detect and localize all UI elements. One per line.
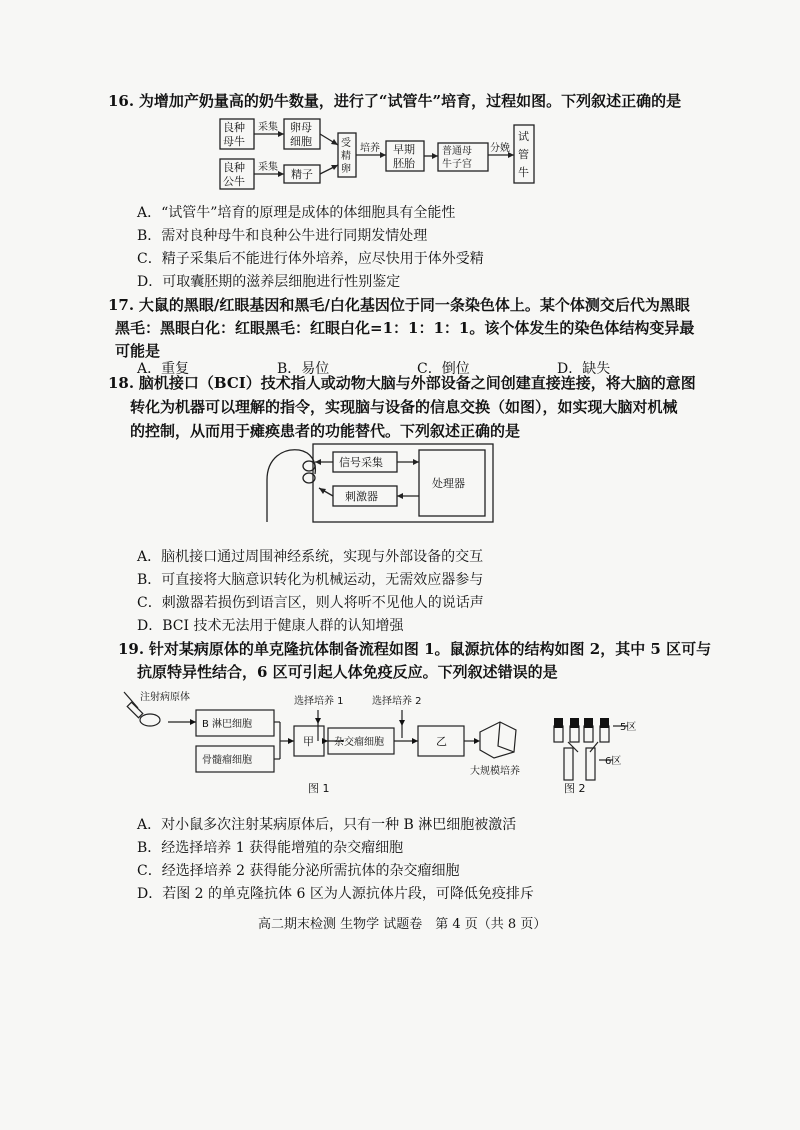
option-b: B．需对良种母牛和良种公牛进行同期发情处理 [137,228,428,244]
question-text: 为增加产奶量高的奶牛数量，进行了“试管牛”培育，过程如图。下列叙述正确的是 [138,92,682,110]
selection-culture-1-label: 选择培养 1 [294,696,344,707]
processor-label: 处理器 [432,477,465,490]
early-embryo-2: 胚胎 [393,157,415,170]
bci-diagram [265,440,495,525]
option-b: B．经选择培养 1 获得能增殖的杂交瘤细胞 [137,840,404,856]
early-embryo-1: 早期 [393,143,415,156]
question-18-stem [108,372,708,395]
signal-acquisition-label: 信号采集 [339,456,383,469]
question-number: 18. [108,374,135,392]
option-a: A．对小鼠多次注射某病原体后，只有一种 B 淋巴细胞被激活 [137,817,517,833]
figure-1-caption: 图 1 [308,782,330,795]
option-d: D．若图 2 的单克隆抗体 6 区为人源抗体片段，可降低免疫排斥 [137,886,534,902]
fertilized-1: 受 [341,138,351,149]
birth-label: 分娩 [490,143,510,154]
question-text-line3: 的控制，从而用于瘫痪患者的功能替代。下列叙述正确的是 [130,422,521,440]
b-lymphocyte-label: B 淋巴细胞 [202,719,253,730]
calf-3: 牛 [518,166,529,179]
question-17-stem [108,294,708,317]
myeloma-cell-label: 骨髓瘤细胞 [202,755,252,766]
option-d: D．缺失 [557,361,611,377]
selection-culture-2-label: 选择培养 2 [372,696,422,707]
calf-1: 试 [518,130,529,143]
collect-label-1: 采集 [258,122,278,133]
question-number: 16. [108,92,135,110]
question-number: 19. [118,640,145,658]
option-c: C．刺激器若损伤到语言区，则人将听不见他人的说话声 [137,595,484,611]
cow-female-line2: 母牛 [223,135,245,148]
question-text-line2: 抗原特异性结合，6 区可引起人体免疫反应。下列叙述错误的是 [137,663,558,681]
page-footer: 高二期末检测 生物学 试题卷 第 4 页（共 8 页） [258,917,547,932]
question-16-stem [108,90,708,113]
question-text-line1: 脑机接口（BCI）技术指人或动物大脑与外部设备之间创建直接连接，将大脑的意图 [138,374,696,392]
inject-pathogen-label: 注射病原体 [140,692,190,703]
egg-line1: 卵母 [290,121,312,134]
cow-male-line2: 公牛 [223,175,245,188]
option-c: C．精子采集后不能进行体外培养，应尽快用于体外受精 [137,251,484,267]
egg-line2: 细胞 [290,135,312,148]
option-d: D．可取囊胚期的滋养层细胞进行性别鉴定 [137,274,401,290]
cow-male-line1: 良种 [223,161,245,174]
recipient-1: 普通母 [442,146,472,157]
question-number: 17. [108,296,135,314]
option-b: B．可直接将大脑意识转化为机械运动，无需效应器参与 [137,572,484,588]
stimulator-label: 刺激器 [345,490,378,503]
collect-label-2: 采集 [258,162,278,173]
sperm-label: 精子 [291,168,313,181]
question-text-line3: 可能是 [115,342,161,360]
ivf-cow-diagram [218,115,538,193]
culture-label: 培养 [360,143,380,154]
option-c: C．倒位 [417,361,470,377]
option-a: A．脑机接口通过周围神经系统，实现与外部设备的交互 [137,549,484,565]
fertilized-2: 精 [341,151,351,162]
figure-2-caption: 图 2 [564,782,586,795]
option-a: A．重复 [137,361,190,377]
calf-2: 管 [518,148,529,161]
large-scale-culture-label: 大规模培养 [470,766,520,777]
question-text-line1: 大鼠的黑眼/红眼基因和黑毛/白化基因位于同一条染色体上。某个体测交后代为黑眼 [138,296,690,314]
option-c: C．经选择培养 2 获得能分泌所需抗体的杂交瘤细胞 [137,863,460,879]
cow-female-line1: 良种 [223,121,245,134]
zone-5-label: 5区 [620,722,637,733]
hybridoma-label: 杂交瘤细胞 [334,737,384,748]
question-19-stem [118,638,718,661]
yi-label: 乙 [436,735,447,748]
option-d: D．BCI 技术无法用于健康人群的认知增强 [137,618,404,634]
recipient-2: 牛子宫 [442,159,472,170]
option-b: B．易位 [277,361,330,377]
question-text-line2: 转化为机器可以理解的指令，实现脑与设备的信息交换（如图），如实现大脑对机械 [130,398,678,416]
option-a: A．“试管牛”培育的原理是成体的体细胞具有全能性 [137,205,456,221]
zone-6-label: 6区 [605,756,622,767]
monoclonal-antibody-diagram [118,688,638,806]
fertilized-3: 卵 [341,164,351,175]
question-text-line1: 针对某病原体的单克隆抗体制备流程如图 1。鼠源抗体的结构如图 2，其中 5 区可与 [148,640,712,658]
question-text-line2: 黑毛：黑眼白化：红眼黑毛：红眼白化=1：1：1：1。该个体发生的染色体结构变异最 [115,319,695,337]
jia-label: 甲 [303,735,314,748]
